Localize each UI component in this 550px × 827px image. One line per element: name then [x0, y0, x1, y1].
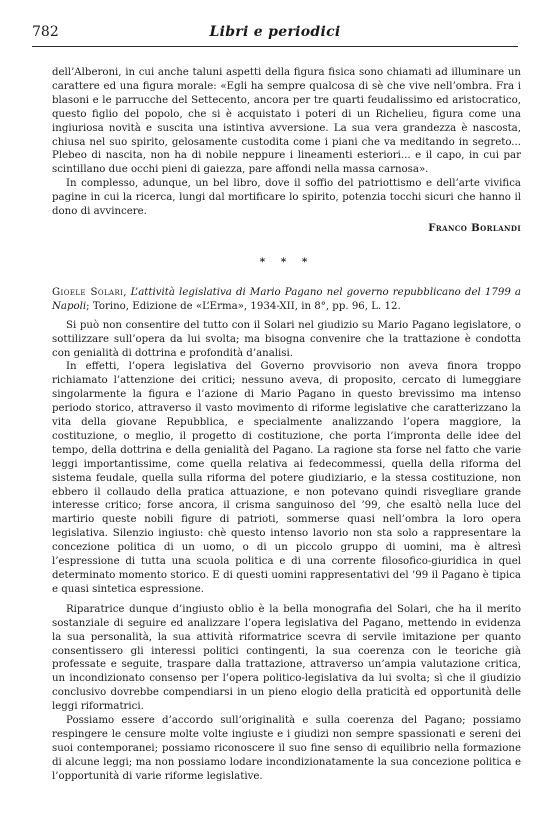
- review-paragraph: Possiamo essere d’accordo sull’originalità e sulla coerenza del Pagano; possiamo respingere le censure molte volte ingiuste e i giudizi non sempre spassionati e sereni dei suoi contemporanei; possiamo riconoscere il suo fine senso di equilibrio nella formazione di alcune leggi; ma non possiamo lodare incondizionatamente la sua concezione politica e l’opportunità di varie riforme legislative.: [52, 715, 521, 782]
- review-paragraph: In complesso, adunque, un bel libro, dove il soffio del patriottismo e dell’arte vivifica pagine in cui la ricerca, lungi dal mortificare lo spirito, potenzia tocchi sicuri che hanno il dono di avvincere.: [52, 178, 521, 218]
- page-number: 782: [32, 24, 59, 40]
- publication-details: ; Torino, Edizione de «L’Erma», 1934-XII, in 8°, pp. 96, L. 12.: [86, 300, 401, 312]
- review-paragraph: Si può non consentire del tutto con il Solari nel giudizio su Mario Pagano legislatore, o sottilizzare sull’opera da lui svolta; ma bisogna convenire che la trattazione è condotta con genialità di dottrina e profondità d’analisi.: [52, 319, 521, 359]
- review-paragraph: In effetti, l’opera legislativa del Governo provvisorio non aveva finora troppo richiamato l’attenzione dei critici; nessuno aveva, di proposito, cercato di lumeggiare singolarmente la figura e l’azione di Mario Pagano in questo brevissimo ma intenso periodo storico, attraverso il vasto movimento di riforme legislative che caratterizzano la vita della giovane Repubblica, e specialmente analizzando l’opera maggiore, la costituzione, o meglio, il progetto di costituzione, che porta l’impronta delle idee del tempo, della dottrina e della genialità del Pagano. La ragione sta forse nel fatto che varie leggi importantissime, come quella relativa ai fedecommessi, quella della riforma del sistema feudale, quella sulla riforma del potere giudiziario, e la stessa costituzione, non ebbero il collaudo della pratica attuazione, e non potevano quindi risvegliare grande interesse critico; forse ancora, il crisma sanguinoso del ’99, che esaltò nella luce del martirio queste nobili figure di patrioti, sommerse quasi nell’ombra la loro opera legislativa. Silenzio ingiusto: chè questo intenso lavorio non sta solo a rappresentare la concezione politica di un uomo, o di un piccolo gruppo di uomini, ma è altresì l’espressione di tutta una scuola politica e di una corrente filosofico-giuridica in quel determinato momento storico. E di questi uomini rappresentativi del ’99 il Pagano è tipica e quasi sintetica espressione.: [52, 361, 521, 595]
- page-body: [52, 66, 521, 784]
- review-heading: Gioele Solari, L’attività legislativa di Mario Pagano nel governo repubblicano del 1799 a Napoli; Torino, Edizione de «L’Erma», 1934-XII, in 8°, pp. 96, L. 12.: [52, 286, 521, 312]
- reviewer-signature: Franco Borlandi: [428, 221, 521, 234]
- review-paragraph: dell’Alberoni, in cui anche taluni aspetti della figura fisica sono chiamati ad illuminare un carattere ed una figura morale: «Egli ha sempre qualcosa di sè che vive nell’ombra. Fra i blasoni e le parrucche del Settecento, ancora per tre quarti feudalissimo ed aristocratico, questo figlio del popolo, che si è acquistato i poteri di un Richelieu, figura come una ingiuriosa novità e suscita una istintiva avversione. La sua vera grandezza è nascosta, chiusa nel suo spirito, gelosamente custodita come i piani che va meditando in segreto... Plebeo di nascita, non ha di nobile neppure i lineamenti esteriori... e il capo, in cui par scintillano due occhi pieni di gaiezza, pare affondi nella massa carnosa».: [52, 67, 521, 176]
- section-separator: * * *: [259, 255, 314, 268]
- book-title: L’attività legislativa di Mario Pagano nel governo repubblicano del 1799 a Napoli: [52, 286, 521, 312]
- book-author: Gioele Solari: [52, 286, 124, 298]
- page-header: [32, 24, 518, 47]
- review-paragraph: Riparatrice dunque d’ingiusto oblio è la bella monografia del Solari, che ha il merito sostanziale di seguire ed analizzare l’opera legislativa del Pagano, mettendo in evidenza la sua personalità, la sua attività riformatrice scevra di servile imitazione per quanto consentissero gli interessi politici contingenti, la sua coerenza con le teoriche già professate e seguite, traspare dalla trattazione, attraverso un’ampia valutazione critica, un incondizionato consenso per l’opera politico-legislativa da lui svolta; sì che il giudizio conclusivo dovrebbe compendiarsi in un pieno elogio della praticità ed opportunità delle leggi riformatrici.: [52, 603, 521, 713]
- running-head: Libri e periodici: [209, 24, 341, 40]
